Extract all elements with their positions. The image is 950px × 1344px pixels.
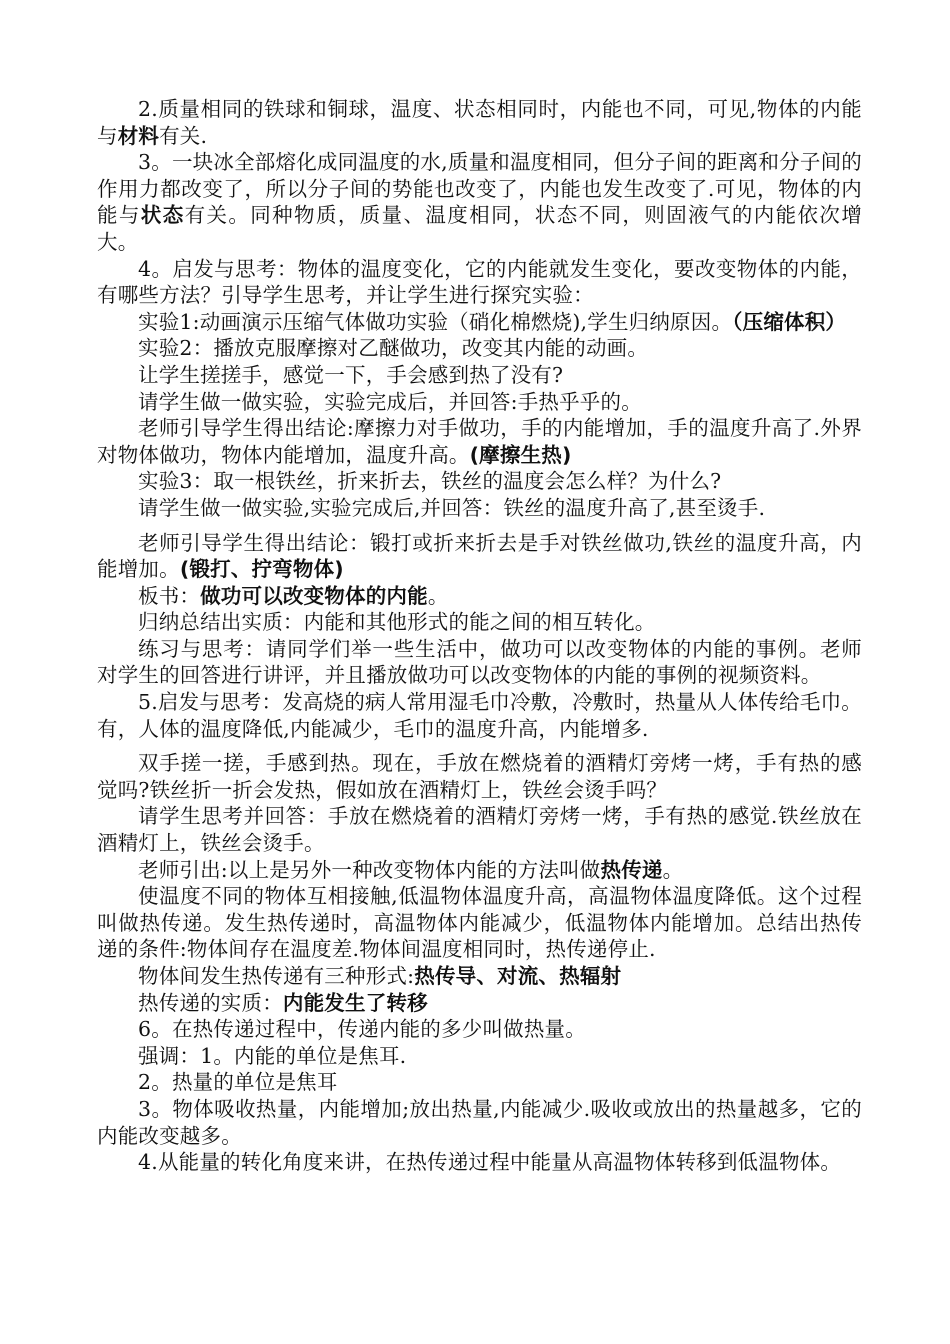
paragraph [97,1069,862,1096]
bold-text-run: 热传递 [600,857,663,882]
text-run: 6。在热传递过程中，传递内能的多少叫做热量。 [138,1017,586,1042]
text-run: 请学生思考并回答：手放在燃烧着的酒精灯旁烤一烤，手有热的感觉.铁丝放在酒精灯上，铁丝会烫手。 [97,804,862,856]
paragraph [97,149,862,255]
text-run: 练习与思考：请同学们举一些生活中，做功可以改变物体的内能的事例。老师对学生的回答进行讲评，并且播放做功可以改变物体的内能的事例的视频资料。 [97,636,862,688]
paragraph [97,583,862,610]
bold-text-run: （压缩体积） [732,309,847,334]
text-run: 老师引导学生得出结论：锻打或折来折去是手对铁丝做功,铁丝的温度升高，内能增加。 [97,530,862,582]
paragraph [97,1043,862,1070]
text-run: 请学生做一做实验，实验完成后，并回答:手热乎乎的。 [138,389,642,414]
paragraph [97,389,862,416]
text-run: 实验1:动画演示压缩气体做功实验（硝化棉燃烧),学生归纳原因。 [138,309,733,334]
paragraph [97,963,862,990]
text-run: 实验3：取一根铁丝，折来折去，铁丝的温度会怎么样？为什么? [138,469,722,494]
text-run: 板书： [138,583,201,608]
text-run: 让学生搓搓手，感觉一下，手会感到热了没有? [138,362,564,387]
text-run: 实验2：播放克服摩擦对乙醚做功，改变其内能的动画。 [138,336,649,361]
bold-text-run: (锻打、拧弯物体) [179,557,344,582]
text-run: 4.从能量的转化角度来讲，在热传递过程中能量从高温物体转移到低温物体。 [138,1150,842,1175]
bold-text-run: 热传导、对流、热辐射 [414,964,622,988]
text-run: 4。启发与思考：物体的温度变化，它的内能就发生变化，要改变物体的内能，有哪些方法？引导学生思考，并让学生进行探究实验： [97,256,862,308]
text-run: 。 [427,583,449,608]
text-run: 双手搓一搓，手感到热。现在，手放在燃烧着的酒精灯旁烤一烤，手有热的感觉吗?铁丝折一折会发热，假如放在酒精灯上，铁丝会烫手吗？ [97,751,862,802]
bold-text-run: 状态 [140,203,185,228]
text-run: 3。物体吸收热量，内能增加;放出热量,内能减少.吸收或放出的热量越多，它的内能改变越多。 [97,1096,862,1148]
text-run: 使温度不同的物体互相接触,低温物体温度升高，高温物体温度降低。这个过程叫做热传递。发生热传递时，高温物体内能减少，低温物体内能增加。总结出热传递的条件:物体间存在温度差.物体间温度相同时，热传递停止. [97,884,862,962]
text-run: 强调：1。内能的单位是焦耳. [138,1043,407,1068]
paragraph [97,256,862,309]
text-run: 物体间发生热传递有三种形式: [138,964,415,988]
paragraph [97,362,862,389]
paragraph [97,883,862,963]
paragraph [97,750,862,803]
document-page [97,96,862,1176]
paragraph [97,309,862,336]
text-run: 归纳总结出实质：内能和其他形式的能之间的相互转化。 [138,610,656,635]
text-run: 有关。同种物质，质量、温度相同，状态不同，则固液气的内能依次增大。 [97,203,863,254]
paragraph [97,609,862,636]
text-run: 。 [662,857,684,882]
paragraph [97,96,862,149]
paragraph [97,1096,862,1149]
text-run: 3。一块冰全部熔化成同温度的水,质量和温度相同，但分子间的距离和分子间的作用力都改变了，所以分子间的势能也改变了，内能也发生改变了.可见，物体的内能与 [97,150,862,228]
bold-text-run: (摩擦生热) [469,442,572,467]
paragraph [97,990,862,1017]
text-run: 老师引导学生得出结论:摩擦力对手做功，手的内能增加，手的温度升高了.外界对物体做功，物体内能增加，温度升高。 [97,416,862,467]
text-run: 老师引出:以上是另外一种改变物体内能的方法叫做 [138,857,601,882]
text-run: 2。热量的单位是焦耳 [138,1070,338,1095]
paragraph [97,1149,862,1176]
bold-text-run: 做功可以改变物体的内能 [200,583,428,608]
paragraph [97,803,862,856]
text-run: 有关. [159,123,208,148]
bold-text-run: 材料 [117,123,160,148]
text-run: 2.质量相同的铁球和铜球，温度、状态相同时，内能也不同，可见,物体的内能与 [97,97,862,148]
text-run: 5.启发与思考：发高烧的病人常用湿毛巾冷敷，冷敷时，热量从人体传给毛巾。有，人体的温度降低,内能减少，毛巾的温度升高，内能增多. [97,690,862,741]
paragraph [97,415,862,468]
paragraph [97,636,862,689]
paragraph [97,530,862,583]
paragraph [97,857,862,884]
paragraph [97,495,862,522]
text-run: 请学生做一做实验,实验完成后,并回答：铁丝的温度升高了,甚至烫手. [138,495,766,520]
paragraph [97,689,862,742]
paragraph [97,335,862,362]
text-run: 热传递的实质： [138,990,283,1015]
paragraph [97,468,862,495]
bold-text-run: 内能发生了转移 [282,990,428,1015]
paragraph [97,1016,862,1043]
